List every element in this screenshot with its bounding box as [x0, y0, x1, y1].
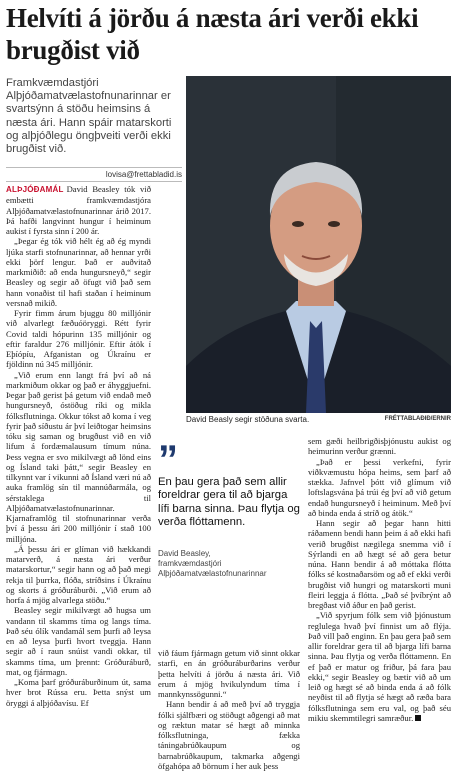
- attribution-title: framkvæmdastjóri Alþjóðamatvælastofnunarinnar: [158, 559, 267, 578]
- portrait-photo: [186, 76, 451, 413]
- author-email: lovisa@frettabladid.is: [105, 170, 182, 179]
- divider: [6, 181, 182, 182]
- section-kicker: ALÞJÓÐAMÁL: [6, 185, 64, 194]
- body-column-3: [308, 436, 451, 723]
- paragraph: Hann bendir á að með því að tryggja fólki sjálfbæri og stöðugt aðgengi að mat og ræktun matar sé hægt að minnka fólksflutninga, fækka táningabrúðkaupum og barnabrúðkaupum, takmarka aðgengi öfgahópa að börnum í her auk þess: [158, 699, 300, 771]
- body-column-1: [6, 184, 151, 708]
- paragraph: Hann segir að þegar hann hitti ráðamenn bendi hann þeim á að ekki hafi verið brugðist nægilega snemma við í Sýrlandi en að hægt sé að gera betur núna. Hann bendir á að móttaka flótta fólks sé kostnaðarsöm og að ef ekki verði brugðist við hungri og matarskorti muni fleiri leggja á flótta. „Það sé þvíbrýnt að bregðast við áður en það gerist.: [308, 518, 451, 610]
- photo-caption: David Beasly segir stöðuna svarta. FRÉTTABLAÐIÐ/ERNIR: [186, 415, 451, 424]
- paragraph: sem gæði heilbrigðisþjónustu aukist og heimurinn verður grænni.: [308, 436, 451, 457]
- quote-mark-icon: ”: [158, 438, 175, 482]
- paragraph: „Á þessu ári er glíman við hækkandi matarverð, á næsta ári verður matarskortur,“ segir hann og að það megi rekja til þurrka, flóða, stríðsins í Úkraínu og skorts á gróðuráburði. „Við erum að horfa á mjög alvarlega stöðu.“: [6, 543, 151, 605]
- attribution-name: David Beasley,: [158, 549, 211, 558]
- pull-quote: En þau gera það sem allir foreldrar gera til að bjarga lífi barna sinna. Þau flytja og verða flóttamenn.: [158, 476, 300, 528]
- paragraph: „Við erum enn langt frá því að ná markmiðum okkar og það er áhyggjuefni. Þegar það gerist þá getum við endað með hungursneyð, óstöðug ríki og mikla fólksflutninga. Okkur tókst að koma í veg fyrir það síðustu ár því leiðtogar heimsins tóku sig saman og brugðust við en við lifum á fordæmalausum tímum núna. Þess vegna er svo mikilvægt að lönd eins og Ísland taki þátt,“ segir Beasley en tilkynnt var í vikunni að Ísland væri nú að auka framlög sín til mannúðarmála, og sérstaklega til Alþjóðamatvælastofnunarinnar. Kjarnaframlög til stofnunarinnar verða því á þessu ári 200 milljónir í stað 100 milljóna.: [6, 369, 151, 544]
- paragraph: ALÞJÓÐAMÁL David Beasley tók við embætti framkvæmdastjóra Alþjóðamatvælastofnunarinnar árið 2017. Þá hafði langvinnt hungur í heiminum aukist í fyrsta sinn í 200 ár.: [6, 184, 151, 236]
- paragraph: Fyrir fimm árum bjuggu 80 milljónir við alvarlegt fæðuóöryggi. Rétt fyrir Covid taldi hópurinn 135 milljónir og eftir faraldur 276 milljónir. Eftir átök í Eþíópíu, Afganistan og Úkraínu er fjöldinn nú 345 milljónir.: [6, 308, 151, 370]
- paragraph: „Þegar ég tók við hélt ég að ég myndi ljúka starfi stofnunarinnar, að hennar yrði ekki þörf lengur. Það er auðvitað markmiðið: að enda hungursneyð,“ segir Beasley og segir að öfugt við það sem hann vonaðist til hafi staðan í heiminum versnað mikið.: [6, 236, 151, 308]
- paragraph: „Við spyrjum fólk sem við þjónustum reglulega hvað því finnist um að flýja. Það vill það enginn. En þau gera það sem allir foreldrar gera til að bjarga lífi barna sinna. Þau flytja og verða flóttamenn. En ef það er matur og friður, þá fara þau ekki,“ segir Beasley og bætir við að um leið og hægt sé að binda enda á að fólk neyðist til að flytja sé hægt að ræða bara fólksflutninga sem eru val, og það séu mikiu skemmtilegri samræður.: [308, 610, 451, 723]
- paragraph: við fáum fjármagn getum við sinnt okkar starfi, en án gróðuráburðarins verður þetta helvíti á jörðu á næsta ári. Við erum á mjög hvikulyndum tíma í mannkynssögunni.“: [158, 648, 300, 699]
- pull-quote-attribution: [158, 549, 300, 579]
- paragraph: „Koma þarf gróðuráburðinum út, sama hver brot Rússa eru. Þetta snýst um öryggi á alþjóðavísu. Ef: [6, 677, 151, 708]
- lede: Framkvæmdastjóri Alþjóðamatvælastofnunarinnar er svartsýnn á stöðu heimsins á næsta ári. Hann spáir matarskorti og alþjóðlegu öngþveiti verði ekki brugðist við.: [6, 77, 172, 156]
- paragraph: Beasley segir mikilvægt að hugsa um vandann til skamms tíma og langs tíma. Það séu ólík vandamál sem þurfi að leysa en að leysa þurfi hvort tveggja. Hann segir að í raun snúist vandi okkar, til skamms tíma, um þrennt: Gróðuráburð, mat, og fjármagn.: [6, 605, 151, 677]
- photo-credit: FRÉTTABLAÐIÐ/ERNIR: [384, 416, 451, 422]
- portrait-illustration: [186, 76, 451, 413]
- paragraph: „Það er þessi verkefni, fyrir viðkvæmustu hópa heims, sem þarf að stækka. Jafnvel þótt við glímum við loftslagsvána þá trúi ég því að við getum endað hungursneyð í heiminum. Með því að binda enda á stríð og átök.“: [308, 456, 451, 518]
- end-square-icon: [415, 715, 421, 721]
- divider: [6, 167, 182, 168]
- body-column-2: [158, 648, 300, 771]
- headline: Helvíti á jörðu á næsta ári verði ekki brugðist við: [6, 3, 419, 65]
